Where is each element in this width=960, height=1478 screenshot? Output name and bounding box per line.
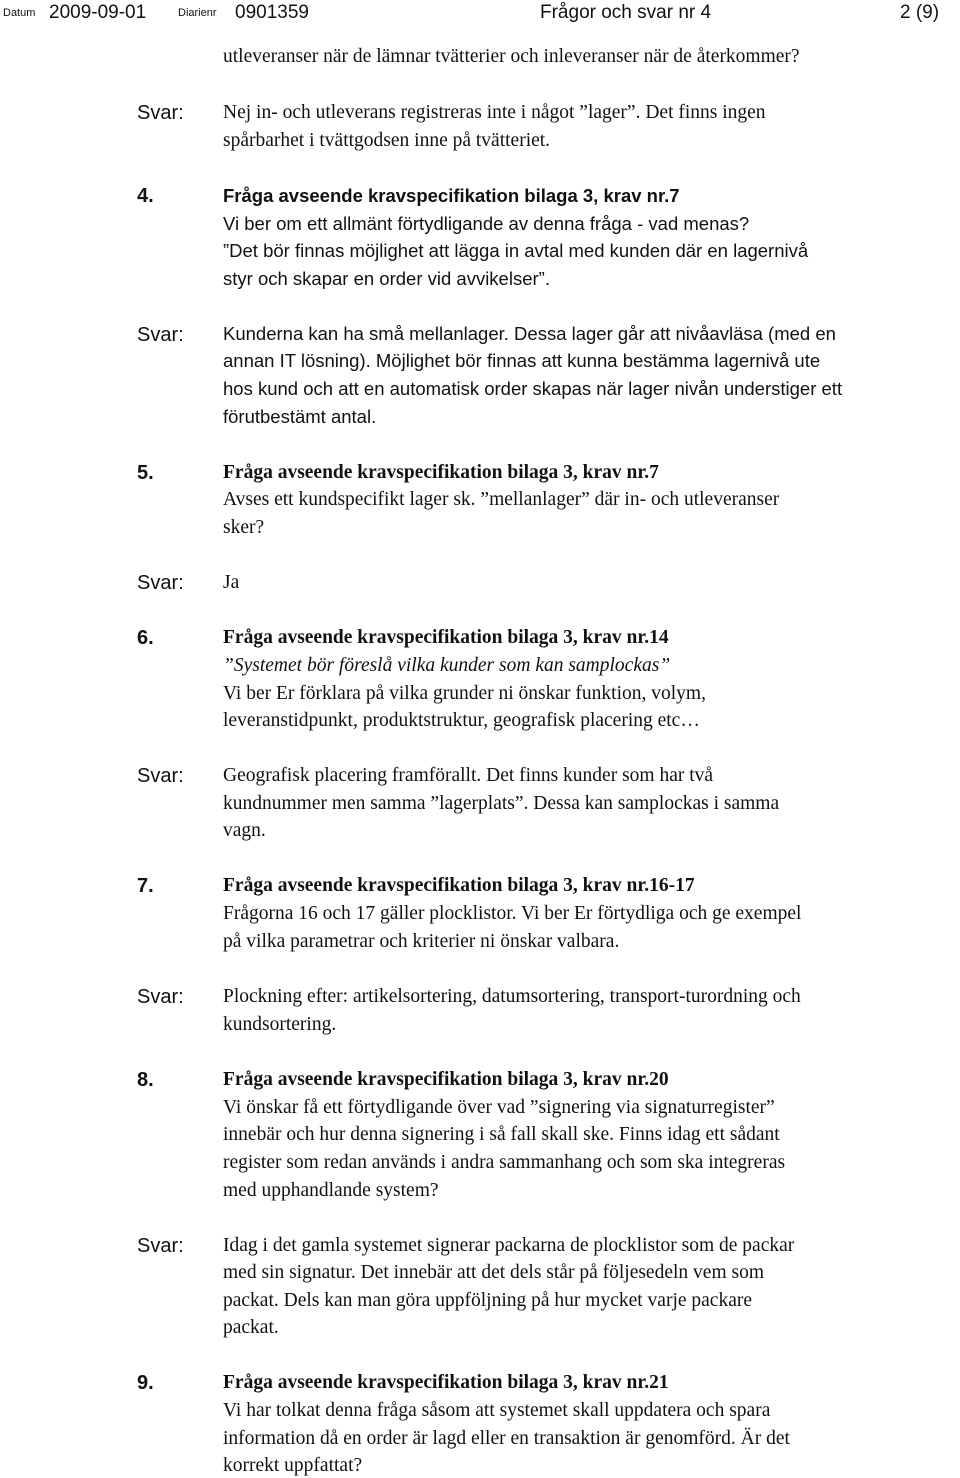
answer-line: vagn. xyxy=(223,820,266,841)
question-heading: Fråga avseende kravspecifikation bilaga 3, krav nr.20 xyxy=(223,1069,669,1090)
question-number: 9. xyxy=(137,1372,154,1394)
question-number: 7. xyxy=(137,875,154,897)
answer-line: förutbestämt antal. xyxy=(223,406,377,427)
answer-line: annan IT lösning). Möjlighet bör finnas att kunna bestämma lagernivå ute xyxy=(223,350,821,371)
answer-label: Svar: xyxy=(137,986,184,1008)
answer-line: Geografisk placering framförallt. Det finns kunder som har två xyxy=(223,765,714,786)
question-line: Frågorna 16 och 17 gäller plocklistor. Vi ber Er förtydliga och ge exempel xyxy=(223,903,802,924)
doc-title: Frågor och svar nr 4 xyxy=(540,2,712,23)
question-heading: Fråga avseende kravspecifikation bilaga 3, krav nr.7 xyxy=(223,185,680,206)
question-number: 4. xyxy=(137,185,154,207)
question-line: styr och skapar en order vid avvikelser”. xyxy=(223,268,550,289)
question-line: Vi önskar få ett förtydligande över vad ”signering via signaturregister” xyxy=(223,1097,775,1118)
question-line: register som redan används i andra sammanhang och som ska integreras xyxy=(223,1152,786,1173)
question-line: Vi har tolkat denna fråga såsom att systemet skall uppdatera och spara xyxy=(223,1400,771,1421)
answer-label: Svar: xyxy=(137,572,184,594)
diarienr-label: Diarienr xyxy=(178,7,217,19)
answer-line: packat. xyxy=(223,1317,279,1338)
question-line: Vi ber Er förklara på vilka grunder ni önskar funktion, volym, xyxy=(223,683,706,704)
answer-line: kundnummer men samma ”lagerplats”. Dessa kan samplockas i samma xyxy=(223,793,780,814)
question-line: information då en order är lagd eller en transaktion är genomförd. Är det xyxy=(223,1428,790,1449)
answer-line: kundsortering. xyxy=(223,1014,337,1035)
page-header xyxy=(0,0,960,28)
answer-line: Idag i det gamla systemet signerar packarna de plocklistor som de packar xyxy=(223,1235,795,1256)
question-heading: Fråga avseende kravspecifikation bilaga 3, krav nr.7 xyxy=(223,462,659,483)
answer-line: med sin signatur. Det innebär att det dels står på följesedeln vem som xyxy=(223,1262,764,1283)
answer-line: Ja xyxy=(223,572,240,593)
diarienr-value: 0901359 xyxy=(235,2,309,23)
answer-line: Plockning efter: artikelsortering, datumsortering, transport-turordning och xyxy=(223,986,801,1007)
question-heading: Fråga avseende kravspecifikation bilaga 3, krav nr.14 xyxy=(223,627,669,648)
answer-line: spårbarhet i tvättgodsen inne på tvätteriet. xyxy=(223,130,551,151)
answer-line: Kunderna kan ha små mellanlager. Dessa lager går att nivåavläsa (med en xyxy=(223,323,836,344)
question-line: leveranstidpunkt, produktstruktur, geografisk placering etc… xyxy=(223,710,700,731)
question-line: Avses ett kundspecifikt lager sk. ”mellanlager” där in- och utleveranser xyxy=(223,489,780,510)
datum-label: Datum xyxy=(3,7,36,19)
datum-value: 2009-09-01 xyxy=(49,2,147,23)
answer-label: Svar: xyxy=(137,102,184,124)
answer-line: Nej in- och utleverans registreras inte i något ”lager”. Det finns ingen xyxy=(223,102,766,123)
question-line: innebär och hur denna signering i så fall skall ske. Finns idag ett sådant xyxy=(223,1124,780,1145)
question-quote: ”Systemet bör föreslå vilka kunder som kan samplockas” xyxy=(223,655,671,676)
answer-line: hos kund och att en automatisk order skapas när lager nivån understiger ett xyxy=(223,378,843,399)
page-number: 2 (9) xyxy=(900,2,940,23)
text-line: utleveranser när de lämnar tvätterier och inleveranser när de återkommer? xyxy=(223,46,800,67)
question-line: på vilka parametrar och kriterier ni önskar valbara. xyxy=(223,931,620,952)
question-number: 6. xyxy=(137,627,154,649)
question-line: korrekt uppfattat? xyxy=(223,1455,363,1476)
question-line: ”Det bör finnas möjlighet att lägga in avtal med kunden där en lagernivå xyxy=(223,240,809,261)
answer-label: Svar: xyxy=(137,324,184,346)
question-number: 8. xyxy=(137,1069,154,1091)
question-line: Vi ber om ett allmänt förtydligande av denna fråga - vad menas? xyxy=(223,213,750,234)
question-line: med upphandlande system? xyxy=(223,1180,439,1201)
question-number: 5. xyxy=(137,462,154,484)
answer-label: Svar: xyxy=(137,1235,184,1257)
question-line: sker? xyxy=(223,517,265,538)
answer-label: Svar: xyxy=(137,765,184,787)
question-heading: Fråga avseende kravspecifikation bilaga 3, krav nr.16-17 xyxy=(223,875,695,896)
answer-line: packat. Dels kan man göra uppföljning på hur mycket varje packare xyxy=(223,1290,753,1311)
question-heading: Fråga avseende kravspecifikation bilaga 3, krav nr.21 xyxy=(223,1372,669,1393)
